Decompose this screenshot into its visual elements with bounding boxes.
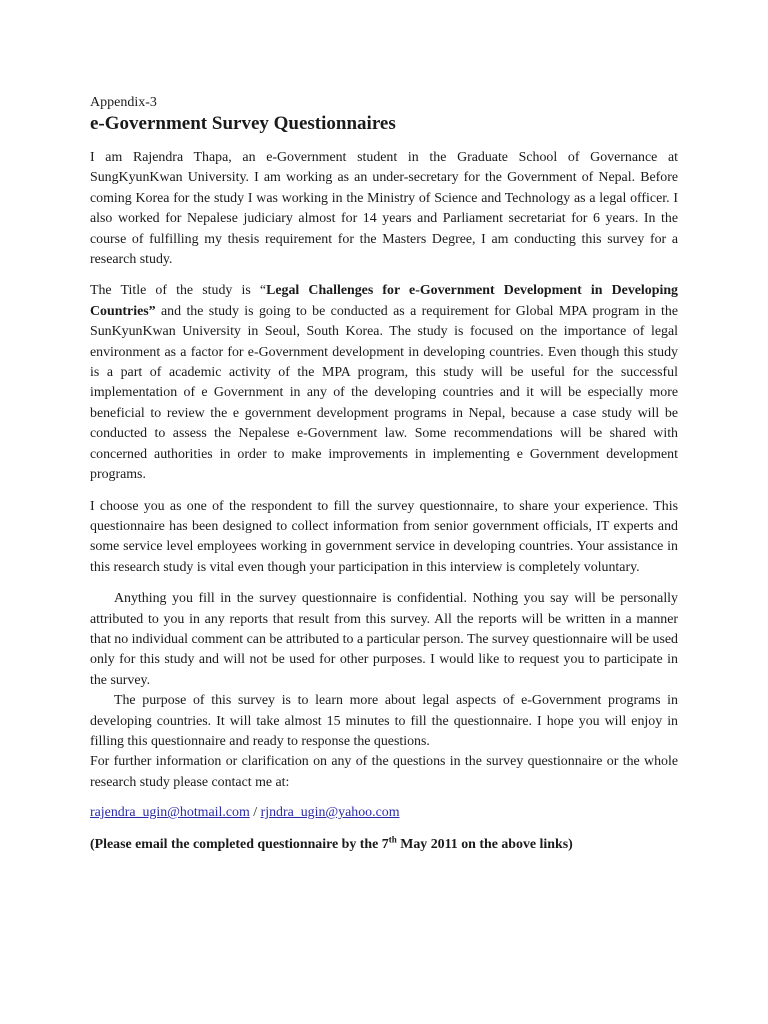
contact-paragraph: For further information or clarification on any of the questions in the survey questionnaire or the whole research study please contact me at: — [90, 754, 678, 790]
study-title: Legal Challenges for e-Government Development in Developing Countries” — [90, 283, 678, 319]
deadline-note-text: (Please email the completed questionnaire by the 7 — [90, 837, 389, 853]
yahoo-email-link[interactable]: rjndra_ugin@yahoo.com — [260, 805, 400, 821]
study-title-paragraph — [90, 281, 678, 485]
deadline-superscript: th — [388, 834, 397, 845]
deadline-note — [90, 835, 678, 855]
hotmail-email-link[interactable]: rajendra_ugin@hotmail.com — [90, 805, 250, 821]
email-separator: / — [249, 805, 261, 821]
confidentiality-paragraph: Anything you fill in the survey questionnaire is confidential. Nothing you say will be personally attributed to you in any reports that result from this survey. All the reports will be written in a manner that no individual comment can be attributed to a particular person. The survey questionnaire will be used only for this study and will not be used for other purposes. I would like to request you to participate in the survey. — [90, 591, 678, 688]
deadline-note-end: May 2011 on the above links) — [396, 837, 573, 853]
respondent-paragraph: I choose you as one of the respondent to fill the survey questionnaire, to share your experience. This questionnaire has been designed to collect information from senior government officials, IT experts and some service level employees working in government service in developing countries. Your assistance in this research study is vital even though your participation in this interview is completely voluntary. — [90, 498, 678, 575]
study-description: and the study is going to be conducted as a requirement for Global MPA program in the SunKyunKwan University in Seoul, South Korea. The study is focused on the importance of legal environment as a factor for e-Government development in developing countries. Even though this study is a part of academic activity of the MPA program, this study will be useful for the successful implementation of e Government in any of the developing countries and it will be especially more beneficial to review the e government development programs in Nepal, because a case study will be conducted to assess the Nepalese e-Government law. Some recommendations will be shared with concerned authorities in order to make improvements in implementing e Government development programs. — [90, 303, 678, 483]
purpose-paragraph: The purpose of this survey is to learn more about legal aspects of e-Government programs in developing countries. It will take almost 15 minutes to fill the questionnaire. I hope you will enjoy in filling this questionnaire and ready to response the questions. — [90, 693, 678, 749]
document-title: e-Government Survey Questionnaires — [90, 113, 396, 134]
contact-links — [90, 803, 678, 823]
appendix-label: Appendix-3 — [90, 95, 157, 110]
intro-paragraph: I am Rajendra Thapa, an e-Government student in the Graduate School of Governance at SungKyunKwan University. I am working as an under-secretary for the Government of Nepal. Before coming Korea for the study I was working in the Ministry of Science and Technology as a legal officer. I also worked for Nepalese judiciary almost for 14 years and Parliament secretariat for 6 years. In the course of fulfilling my thesis requirement for the Masters Degree, I am conducting this survey for a research study. — [90, 150, 678, 268]
study-title-intro: The Title of the study is “ — [90, 283, 267, 299]
